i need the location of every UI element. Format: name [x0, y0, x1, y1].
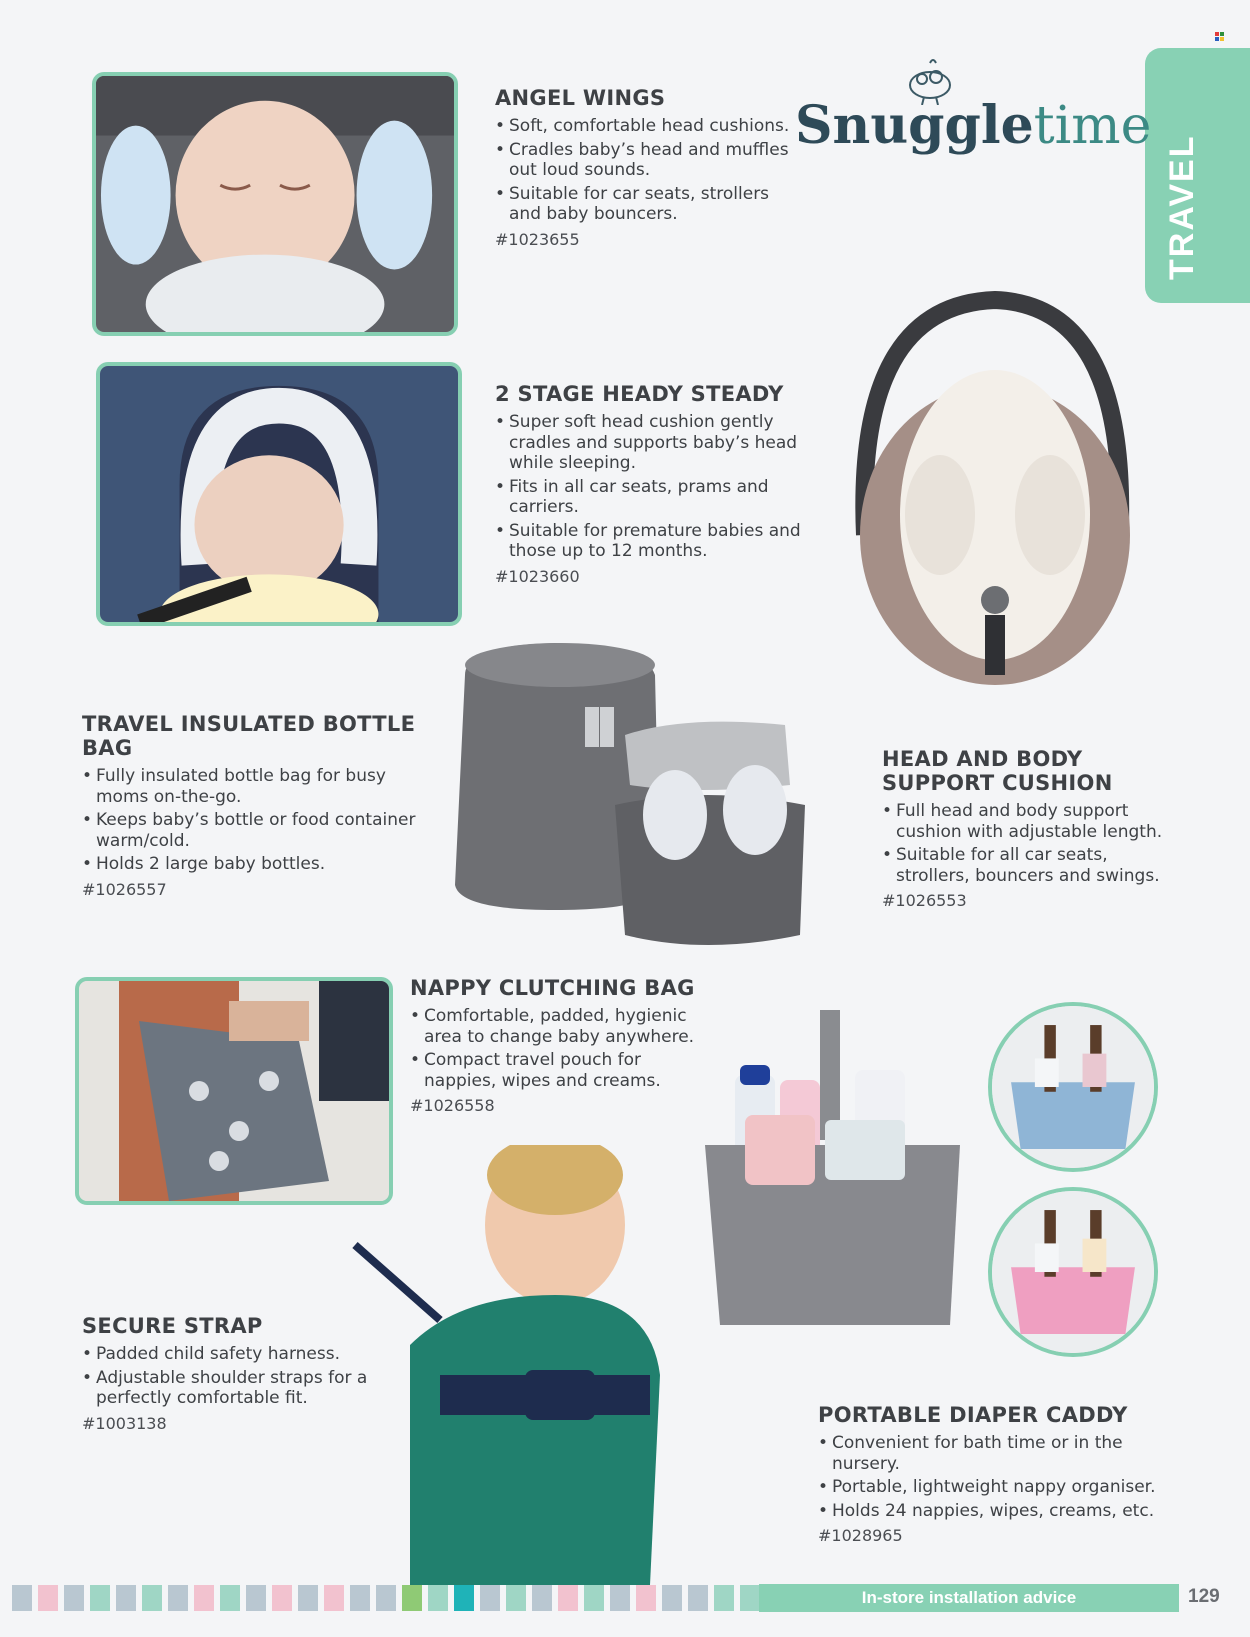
- footer-color-square: [480, 1585, 500, 1611]
- secure-strap-code: #1003138: [82, 1413, 167, 1433]
- nappy-bag-photo: [75, 977, 393, 1205]
- diaper-caddy-bullets: [818, 1433, 1188, 1521]
- footer-color-square: [142, 1585, 162, 1611]
- travel-tab-label: TRAVEL: [1163, 134, 1201, 280]
- footer-color-square: [298, 1585, 318, 1611]
- nappy-bag-bullets: [410, 1006, 710, 1091]
- logo-part-time: time: [1033, 96, 1152, 156]
- footer-color-square: [402, 1585, 422, 1611]
- bottle-bag-code: #1026557: [82, 879, 167, 899]
- blue-caddy-photo: [988, 1002, 1158, 1172]
- head-body-bullets: [882, 801, 1182, 886]
- footer-color-square: [350, 1585, 370, 1611]
- footer-color-square: [116, 1585, 136, 1611]
- nappy-bag-bullet: • Comfortable, padded, hygienic area to change baby anywhere.: [410, 1006, 710, 1047]
- bottle-bag-product: [82, 712, 442, 899]
- heady-steady-code: #1023660: [495, 566, 580, 586]
- heady-steady-bullet: • Super soft head cushion gently cradles and supports baby’s head while sleeping.: [495, 412, 835, 474]
- heady-steady-bullets: [495, 412, 835, 562]
- diaper-caddy-product: [818, 1403, 1188, 1545]
- installation-advice-banner: In-store installation advice: [759, 1584, 1179, 1612]
- bottle-bag-photo: [445, 635, 815, 955]
- angel-wings-bullet: • Suitable for car seats, strollers and baby bouncers.: [495, 184, 795, 225]
- heady-steady-bullet: • Suitable for premature babies and those up to 12 months.: [495, 521, 835, 562]
- logo-part-snuggle: Snuggle: [795, 95, 1034, 156]
- angel-wings-photo: [92, 72, 458, 336]
- head-body-title-line1: HEAD AND BODY: [882, 747, 1083, 771]
- footer-color-square: [714, 1585, 734, 1611]
- footer-color-square: [324, 1585, 344, 1611]
- diaper-caddy-code: #1028965: [818, 1526, 903, 1545]
- footer-color-square: [90, 1585, 110, 1611]
- bottle-bag-bullet: • Fully insulated bottle bag for busy moms on-the-go.: [82, 766, 442, 807]
- nappy-bag-bullet: • Compact travel pouch for nappies, wipes and creams.: [410, 1050, 710, 1091]
- snuggletime-logo: [795, 95, 1151, 156]
- diaper-caddy-title: PORTABLE DIAPER CADDY: [818, 1403, 1128, 1427]
- angel-wings-bullet: • Cradles baby’s head and muffles out loud sounds.: [495, 140, 795, 181]
- head-body-bullet: • Full head and body support cushion with adjustable length.: [882, 801, 1182, 842]
- heady-steady-title: 2 STAGE HEADY STEADY: [495, 382, 784, 406]
- bottle-bag-bullet: • Keeps baby’s bottle or food container warm/cold.: [82, 810, 442, 851]
- head-body-code: #1026553: [882, 891, 967, 910]
- pink-caddy-photo: [988, 1187, 1158, 1357]
- nappy-bag-code: #1026558: [410, 1096, 495, 1115]
- footer-color-square: [532, 1585, 552, 1611]
- diaper-caddy-bullet: • Convenient for bath time or in the nursery.: [818, 1433, 1188, 1474]
- footer-color-square: [506, 1585, 526, 1611]
- footer-color-square: [64, 1585, 84, 1611]
- footer-color-square: [220, 1585, 240, 1611]
- angel-wings-code: #1023655: [495, 229, 580, 249]
- footer-color-square: [688, 1585, 708, 1611]
- footer-color-square: [662, 1585, 682, 1611]
- page-number: 129: [1188, 1586, 1220, 1607]
- footer-color-square: [38, 1585, 58, 1611]
- diaper-caddy-bullet: • Holds 24 nappies, wipes, creams, etc.: [818, 1501, 1188, 1522]
- footer-color-square: [558, 1585, 578, 1611]
- bottle-bag-bullets: [82, 766, 442, 875]
- angel-wings-bullets: [495, 116, 795, 225]
- footer-color-square: [194, 1585, 214, 1611]
- footer-color-strip: [12, 1585, 760, 1611]
- color-dots-icon: [1215, 32, 1225, 42]
- angel-wings-product: [495, 86, 795, 249]
- head-body-title-line2: SUPPORT CUSHION: [882, 771, 1113, 795]
- footer-color-square: [168, 1585, 188, 1611]
- footer-color-square: [272, 1585, 292, 1611]
- footer-color-square: [12, 1585, 32, 1611]
- secure-strap-photo: [350, 1145, 660, 1585]
- heady-steady-bullet: • Fits in all car seats, prams and carriers.: [495, 477, 835, 518]
- head-body-product: [882, 747, 1182, 910]
- footer-color-square: [584, 1585, 604, 1611]
- bottle-bag-bullet: • Holds 2 large baby bottles.: [82, 854, 442, 875]
- angel-wings-bullet: • Soft, comfortable head cushions.: [495, 116, 795, 137]
- heady-steady-photo: [96, 362, 462, 626]
- head-body-bullet: • Suitable for all car seats, strollers, bouncers and swings.: [882, 845, 1182, 886]
- secure-strap-bullets: [82, 1344, 382, 1409]
- secure-strap-bullet: • Adjustable shoulder straps for a perfectly comfortable fit.: [82, 1368, 382, 1409]
- angel-wings-title: ANGEL WINGS: [495, 86, 666, 110]
- footer-color-square: [610, 1585, 630, 1611]
- nappy-bag-title: NAPPY CLUTCHING BAG: [410, 976, 695, 1000]
- footer-color-square: [740, 1585, 760, 1611]
- secure-strap-title: SECURE STRAP: [82, 1314, 263, 1338]
- nappy-bag-product: [410, 976, 710, 1115]
- secure-strap-product: [82, 1314, 382, 1433]
- travel-section-tab: [1145, 48, 1250, 303]
- heady-steady-product: [495, 382, 835, 586]
- bottle-bag-title: TRAVEL INSULATED BOTTLE BAG: [82, 712, 416, 760]
- footer-color-square: [428, 1585, 448, 1611]
- diaper-caddy-photo: [695, 1005, 970, 1335]
- footer-color-square: [454, 1585, 474, 1611]
- car-seat-cushion-photo: [845, 285, 1135, 705]
- footer-color-square: [246, 1585, 266, 1611]
- diaper-caddy-bullet: • Portable, lightweight nappy organiser.: [818, 1477, 1188, 1498]
- secure-strap-bullet: • Padded child safety harness.: [82, 1344, 382, 1365]
- footer-color-square: [376, 1585, 396, 1611]
- footer-color-square: [636, 1585, 656, 1611]
